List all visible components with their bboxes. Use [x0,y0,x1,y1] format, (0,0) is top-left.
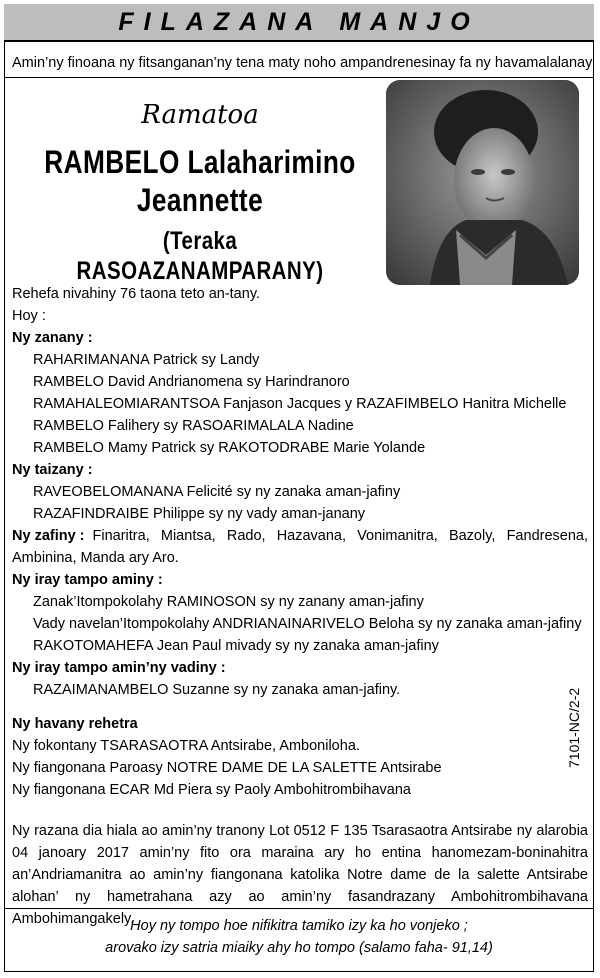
deceased-name: RAMBELO Lalaharimino [44,144,356,180]
list-item: Ny fiangonana ECAR Md Piera sy Paoly Ambohitrombihavana [12,782,411,798]
list-item: RAVEOBELOMANANA Felicité sy ny zanaka aman-jafiny [33,484,401,500]
zafiny-names-cont: Ambinina, Manda ary Aro. [12,550,179,566]
zafiny-label: Ny zafiny : [12,528,85,544]
section-iray-tampo-vadiny: Ny iray tampo amin’ny vadiny : [12,660,226,676]
deceased-name-cont: Jeannette [136,182,264,218]
section-iray-tampo-aminy: Ny iray tampo aminy : [12,572,163,588]
list-item: Zanak’Itompokolahy RAMINOSON sy ny zanany aman-jafiny [33,594,424,610]
section-havany: Ny havany rehetra [12,716,138,732]
section-zafiny [12,525,588,547]
banner-title: FILAZANA MANJO [118,8,480,36]
section-zanany: Ny zanany : [12,330,93,346]
list-item: RAZAIMANAMBELO Suzanne sy ny zanaka aman-jafiny. [33,682,401,698]
intro-line: Amin’ny finoana ny fitsanganan’ny tena maty noho ampandrenesinay fa ny havamalalanay [12,55,593,71]
reference-code: 7101-NC/2-2 [566,687,582,768]
list-item: Ny fiangonana Paroasy NOTRE DAME DE LA SALETTE Antsirabe [12,760,442,776]
list-item: RAMAHALEOMIARANTSOA Fanjason Jacques y RAZAFIMBELO Hanitra Michelle [33,396,567,412]
closing-verse: Hoy ny tompo hoe nifikitra tamiko izy ka ho vonjeko ; [130,918,468,934]
header-banner [4,4,594,42]
section-taizany: Ny taizany : [12,462,93,478]
age-line: Rehefa nivahiny 76 taona teto an-tany. [12,286,261,302]
portrait-photo [386,80,579,285]
zafiny-names: Finaritra, Miantsa, Rado, Hazavana, Vonimanitra, Bazoly, Fandresena, [92,528,588,544]
birth-name: (Teraka RASOAZANAMPARANY) [76,227,324,285]
hoy-label: Hoy : [12,308,46,324]
list-item: RAHARIMANANA Patrick sy Landy [33,352,260,368]
honorific: Ramatoa [141,100,259,130]
divider [4,77,594,78]
list-item: RAMBELO Falihery sy RASOARIMALALA Nadine [33,418,354,434]
list-item: RAZAFINDRAIBE Philippe sy ny vady aman-janany [33,506,366,522]
list-item: RAMBELO David Andrianomena sy Harindranoro [33,374,350,390]
list-item: Ny fokontany TSARASAOTRA Antsirabe, Amboniloha. [12,738,360,754]
list-item: RAMBELO Mamy Patrick sy RAKOTODRABE Marie Yolande [33,440,426,456]
closing-verse-cont: arovako izy satria miaiky ahy ho tompo (salamo faha- 91,14) [105,940,493,956]
list-item: RAKOTOMAHEFA Jean Paul mivady sy ny zanaka aman-jafiny [33,638,439,654]
ceremony-paragraph: Ny razana dia hiala ao amin’ny tranony Lot 0512 F 135 Tsarasaotra Antsirabe ny alarobia 04 janoary 2017 amin’ny fito ora maraina ary ho entina hanomezam-boninahitra an’Andriamanitra ao amin’ny fiangonana katolika Notre dame de la salette Antsirabe alohan’ ny hametrahana azy ao amin’ny fasandrazany Ambohitrombihavana Ambohimangakely. [12,823,588,927]
divider [4,908,594,909]
list-item: Vady navelan’Itompokolahy ANDRIANAINARIVELO Beloha sy ny zanaka aman-jafiny [33,616,582,632]
